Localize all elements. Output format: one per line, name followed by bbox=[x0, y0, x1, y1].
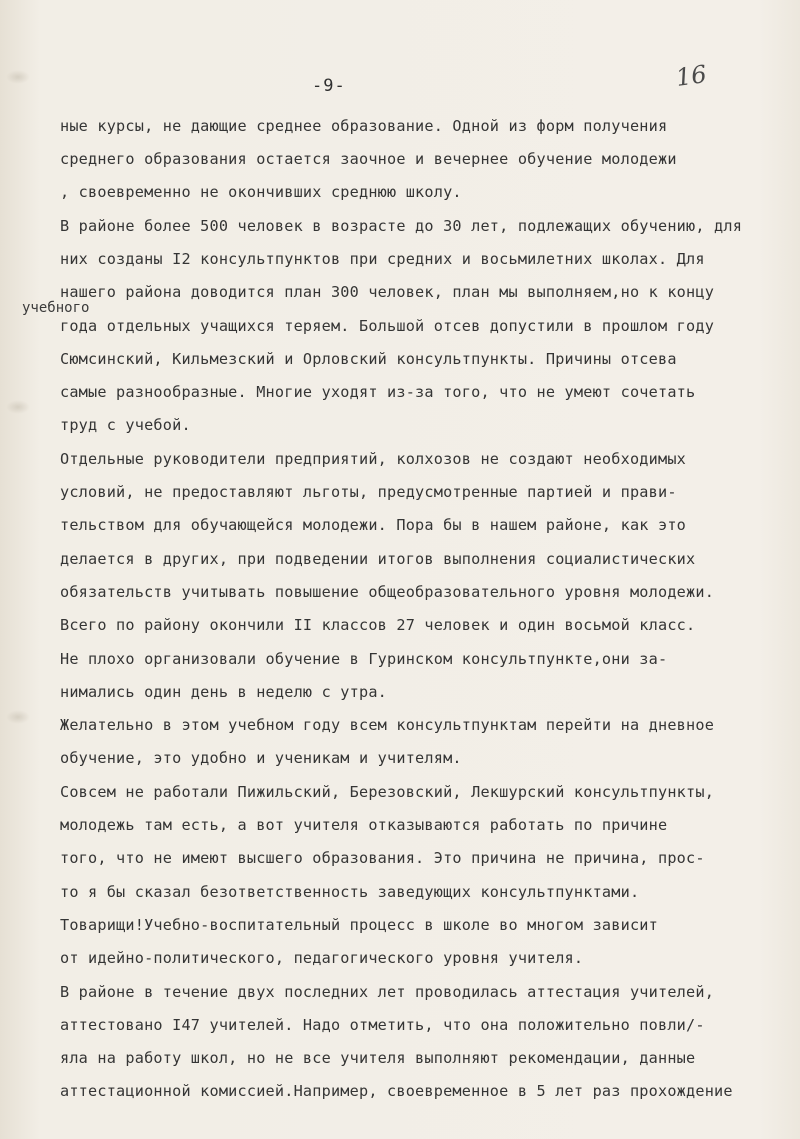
text-line: В районе более 500 человек в возрасте до 30 лет, подлежащих обучению, для bbox=[60, 217, 743, 235]
text-line: среднего образования остается заочное и вечернее обучение молодежи bbox=[60, 150, 677, 168]
text-line: труд с учебой. bbox=[60, 416, 191, 434]
text-line: молодежь там есть, а вот учителя отказываются работать по причине bbox=[60, 816, 668, 834]
text-line: нашего района доводится план 300 человек, план мы выполняем,но к концу bbox=[60, 283, 715, 301]
text-line: ные курсы, не дающие среднее образование. Одной из форм получения bbox=[60, 117, 668, 135]
handwritten-insertion: учебного bbox=[22, 300, 90, 316]
text-line: Желательно в этом учебном году всем консультпунктам перейти на дневное bbox=[60, 716, 715, 734]
handwritten-archive-number: 16 bbox=[674, 60, 709, 92]
text-line: самые разнообразные. Многие уходят из-за того, что не умеют сочетать bbox=[60, 383, 696, 401]
text-line: того, что не имеют высшего образования. Это причина не причина, прос- bbox=[60, 849, 705, 867]
text-line: В районе в течение двух последних лет проводилась аттестация учителей, bbox=[60, 983, 715, 1001]
text-line: Совсем не работали Пижильский, Березовский, Лекшурский консультпункты, bbox=[60, 783, 715, 801]
text-line: обучение, это удобно и ученикам и учителям. bbox=[60, 749, 462, 767]
binding-hole-mark bbox=[6, 400, 30, 414]
binding-hole-mark bbox=[6, 70, 30, 84]
text-line: тельством для обучающейся молодежи. Пора бы в нашем районе, как это bbox=[60, 516, 687, 534]
text-line: Отдельные руководители предприятий, колхозов не создают необходимых bbox=[60, 450, 687, 468]
text-line: делается в других, при подведении итогов выполнения социалистических bbox=[60, 550, 696, 568]
text-line: нимались один день в неделю с утра. bbox=[60, 683, 388, 701]
text-line: обязательств учитывать повышение общеобразовательного уровня молодежи. bbox=[60, 583, 715, 601]
page-number: -9- bbox=[312, 76, 346, 96]
text-line: яла на работу школ, но не все учителя выполняют рекомендации, данные bbox=[60, 1049, 696, 1067]
text-line: аттестационной комиссией.Например, своевременное в 5 лет раз прохождение bbox=[60, 1082, 733, 1100]
binding-hole-mark bbox=[6, 710, 30, 724]
text-line: , своевременно не окончивших среднюю школу. bbox=[60, 183, 462, 201]
text-line: условий, не предоставляют льготы, предусмотренные партией и прави- bbox=[60, 483, 677, 501]
text-line: года отдельных учащихся теряем. Большой отсев допустили в прошлом году bbox=[60, 317, 715, 335]
text-line: Не плохо организовали обучение в Гуринском консультпункте,они за- bbox=[60, 650, 668, 668]
text-line: Всего по району окончили II классов 27 человек и один восьмой класс. bbox=[60, 616, 696, 634]
text-line: Сюмсинский, Кильмезский и Орловский консультпункты. Причины отсева bbox=[60, 350, 677, 368]
text-line: них созданы I2 консультпунктов при средних и восьмилетних школах. Для bbox=[60, 250, 705, 268]
text-line: Товарищи!Учебно-воспитательный процесс в школе во многом зависит bbox=[60, 916, 658, 934]
text-line: от идейно-политического, педагогического уровня учителя. bbox=[60, 949, 584, 967]
text-line: аттестовано I47 учителей. Надо отметить, что она положительно повли/- bbox=[60, 1016, 705, 1034]
text-line: то я бы сказал безответственность заведующих консультпунктами. bbox=[60, 883, 640, 901]
